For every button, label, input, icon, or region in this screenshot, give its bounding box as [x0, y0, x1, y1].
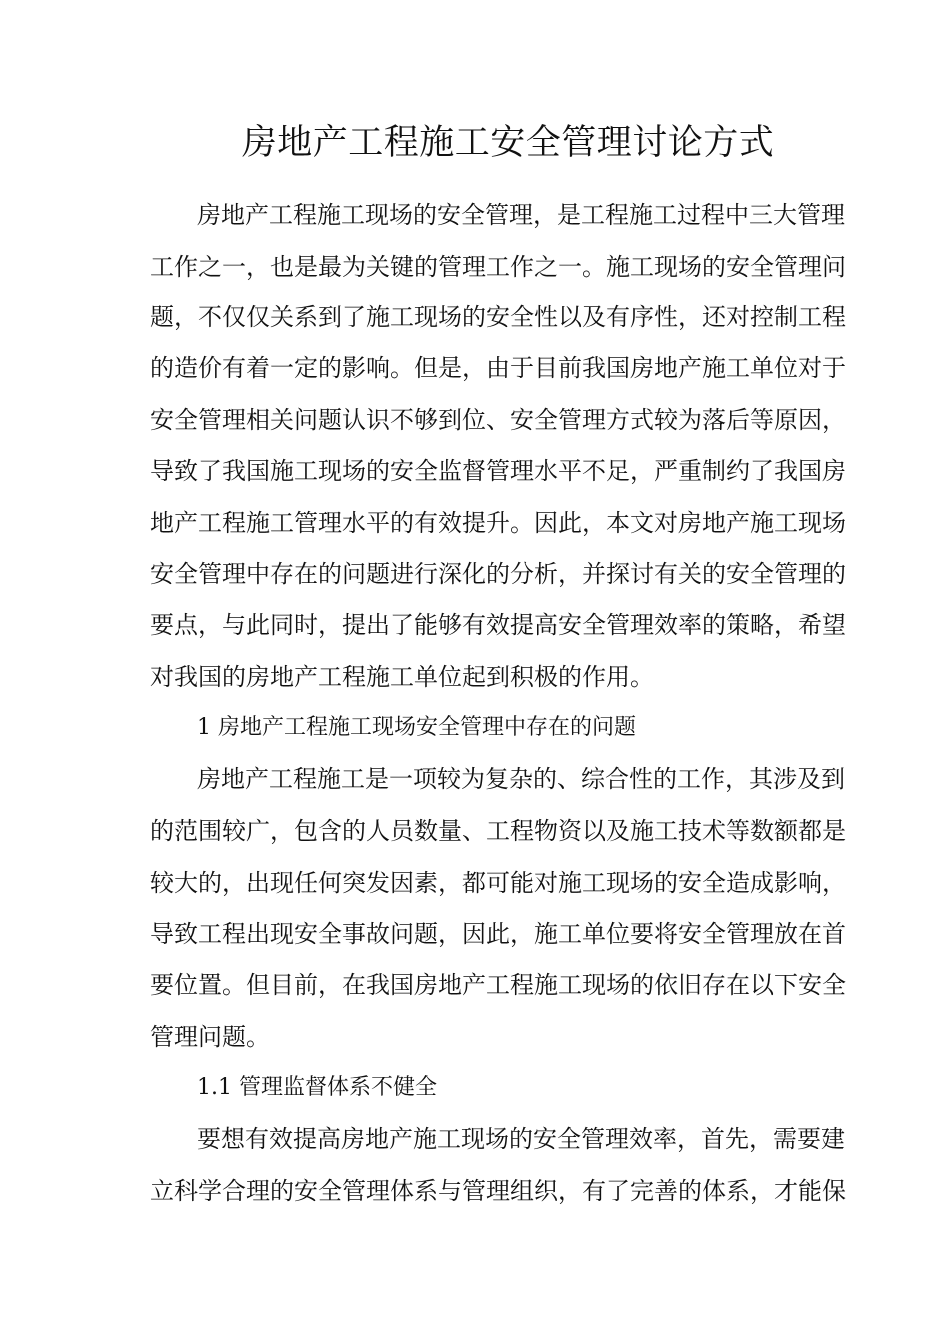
paragraph-3-line: 要想有效提高房地产施工现场的安全管理效率，首先，需要建	[197, 1125, 845, 1153]
paragraph-3-line: 立科学合理的安全管理体系与管理组织，有了完善的体系，才能保	[150, 1177, 846, 1205]
paragraph-1-line: 工作之一，也是最为关键的管理工作之一。施工现场的安全管理问	[150, 253, 846, 281]
paragraph-2-line: 导致工程出现安全事故问题，因此，施工单位要将安全管理放在首	[150, 920, 846, 948]
paragraph-2-line: 较大的，出现任何突发因素，都可能对施工现场的安全造成影响，	[150, 869, 846, 897]
paragraph-1-line: 要点，与此同时，提出了能够有效提高安全管理效率的策略，希望	[150, 611, 846, 639]
paragraph-1-line: 地产工程施工管理水平的有效提升。因此，本文对房地产施工现场	[150, 509, 846, 537]
paragraph-1-line: 安全管理相关问题认识不够到位、安全管理方式较为落后等原因，	[150, 406, 846, 434]
paragraph-1-line: 的造价有着一定的影响。但是，由于目前我国房地产施工单位对于	[150, 354, 846, 382]
paragraph-2-line: 的范围较广，包含的人员数量、工程物资以及施工技术等数额都是	[150, 817, 846, 845]
paragraph-1-line: 对我国的房地产工程施工单位起到积极的作用。	[150, 663, 654, 691]
paragraph-1-line: 导致了我国施工现场的安全监督管理水平不足，严重制约了我国房	[150, 457, 846, 485]
paragraph-2-line: 要位置。但目前，在我国房地产工程施工现场的依旧存在以下安全	[150, 971, 846, 999]
paragraph-1-line: 房地产工程施工现场的安全管理，是工程施工过程中三大管理	[197, 201, 845, 229]
paragraph-1-line: 题，不仅仅关系到了施工现场的安全性以及有序性，还对控制工程	[150, 303, 846, 331]
paragraph-2-line: 管理问题。	[150, 1023, 270, 1051]
paragraph-1-line: 安全管理中存在的问题进行深化的分析，并探讨有关的安全管理的	[150, 560, 846, 588]
section-heading-1: 1 房地产工程施工现场安全管理中存在的问题	[197, 715, 636, 740]
section-heading-1-1: 1.1 管理监督体系不健全	[197, 1075, 437, 1100]
paragraph-2-line: 房地产工程施工是一项较为复杂的、综合性的工作，其涉及到	[197, 765, 845, 793]
document-title: 房地产工程施工安全管理讨论方式	[241, 123, 775, 163]
